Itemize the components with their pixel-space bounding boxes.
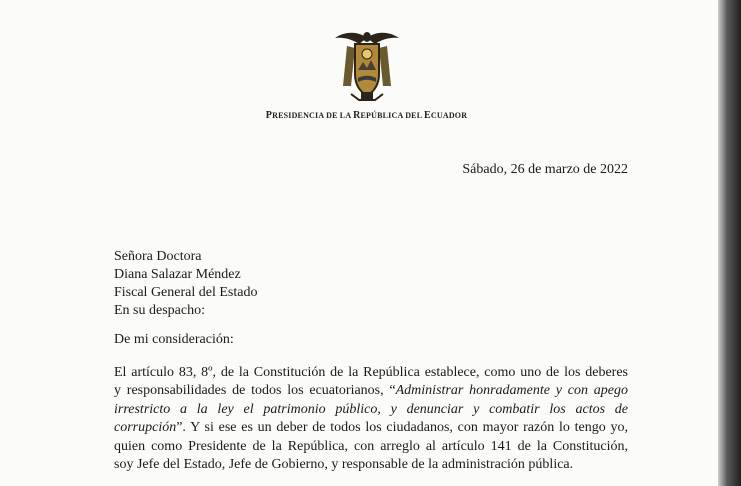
- letter-date: Sábado, 26 de marzo de 2022: [462, 162, 628, 177]
- addressee-title: Señora Doctora: [114, 249, 202, 264]
- paragraph-line: quien como Presidente de la República, con arreglo al artículo 141 de la Constitución,: [114, 438, 628, 454]
- coat-of-arms-icon: [333, 28, 401, 104]
- addressee-position: Fiscal General del Estado: [114, 285, 258, 300]
- paragraph-line: y responsabilidades de todos los ecuatorianos, “Administrar honradamente y con apego: [114, 383, 628, 399]
- paragraph-line: soy Jefe del Estado, Jefe de Gobierno, y responsable de la administración pública.: [114, 457, 574, 473]
- paragraph-line: irrestricto a la ley el patrimonio público, y denunciar y combatir los actos de: [114, 401, 628, 417]
- addressee-location: En su despacho:: [114, 303, 205, 318]
- page-edge-shadow: [718, 0, 741, 486]
- paragraph-line: corrupción”. Y si ese es un deber de todos los ciudadanos, con mayor razón lo tengo yo,: [114, 420, 628, 436]
- paragraph-line: El artículo 83, 8º, de la Constitución de la República establece, como uno de los deberes: [114, 365, 628, 380]
- body-paragraph: [114, 364, 628, 474]
- office-name: PRESIDENCIA DE LA REPÚBLICA DEL ECUADOR: [265, 110, 468, 121]
- salutation: De mi consideración:: [114, 332, 234, 347]
- addressee-name: Diana Salazar Méndez: [114, 267, 241, 282]
